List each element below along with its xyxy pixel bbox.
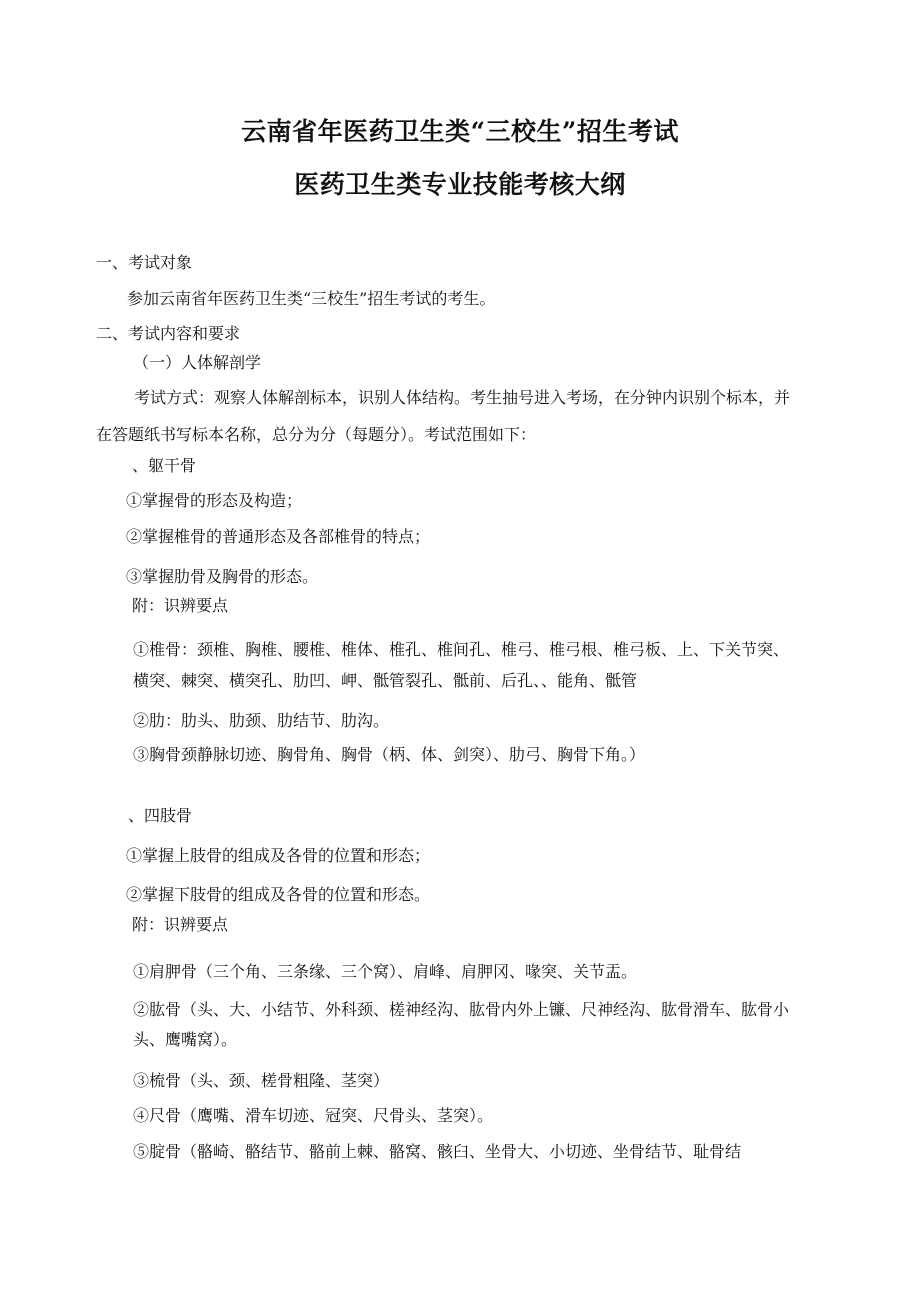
limb-item-hip-bone: ⑤腚骨（骼崎、骼结节、骼前上棘、骼窝、骸臼、坐骨大、小切迹、坐骨结节、耻骨结	[133, 1142, 742, 1161]
limb-item-radius: ③梳骨（头、颈、槎骨粗隆、茎突）	[133, 1071, 390, 1090]
trunk-bones-heading: 、躯干骨	[132, 456, 197, 475]
limb-requirement-1: ①掌握上肢骨的组成及各骨的位置和形态；	[126, 846, 431, 865]
trunk-identification-note: 附：识辨要点	[132, 596, 229, 615]
exam-method-line-1: 考试方式：观察人体解剖标本，识别人体结构。考生抽号进入考场，在分钟内识别个标本，并	[134, 388, 791, 407]
limb-item-scapula: ①肩胛骨（三个角、三条缘、三个窝）、肩峰、肩胛冈、喙突、关节盂。	[133, 962, 638, 981]
section-heading-exam-content: 二、考试内容和要求	[96, 324, 241, 343]
trunk-item-sternum: ③胸骨颈静脉切迹、胸骨角、胸骨（柄、体、剑突）、肋弓、胸骨下角。）	[133, 745, 646, 764]
section-heading-exam-target: 一、考试对象	[96, 253, 193, 272]
exam-method-line-2: 在答题纸书写标本名称，总分为分（每题分）。考试范围如下：	[96, 425, 537, 444]
trunk-requirement-2: ②掌握椎骨的普通形态及各部椎骨的特点；	[126, 527, 431, 546]
document-title: 云南省年医药卫生类“三校生”招生考试	[241, 117, 679, 146]
limb-identification-note: 附：识辨要点	[132, 915, 229, 934]
trunk-requirement-1: ①掌握骨的形态及构造；	[126, 491, 303, 510]
document-subtitle: 医药卫生类专业技能考核大纲	[294, 170, 626, 199]
subsection-heading-anatomy: （一）人体解剖学	[133, 353, 262, 372]
trunk-requirement-3: ③掌握肋骨及胸骨的形态。	[126, 567, 319, 586]
exam-target-text: 参加云南省年医药卫生类“三校生”招生考试的考生。	[127, 289, 496, 308]
trunk-item-rib: ②肋：肋头、肋颈、肋结节、肋沟。	[133, 711, 390, 730]
trunk-item-vertebra-line-1: ①椎骨：颈椎、胸椎、腰椎、椎体、椎孔、椎间孔、椎弓、椎弓根、椎弓板、上、下关节突、	[133, 640, 790, 659]
limb-bones-heading: 、四肢骨	[128, 806, 193, 825]
trunk-item-vertebra-line-2: 横突、棘突、横突孔、肋凹、岬、骶管裂孔、骶前、后孔、、能角、骶管	[133, 671, 638, 690]
limb-item-humerus-line-2: 头、鹰嘴窝）。	[133, 1030, 238, 1049]
limb-requirement-2: ②掌握下肢骨的组成及各骨的位置和形态。	[126, 885, 431, 904]
limb-item-humerus-line-1: ②肱骨（头、大、小结节、外科颈、槎神经沟、肱骨内外上镰、尺神经沟、肱骨滑车、肱骨小	[133, 1000, 790, 1019]
limb-item-ulna: ④尺骨（鹰嘴、滑车切迹、冠突、尺骨头、茎突）。	[133, 1106, 494, 1125]
